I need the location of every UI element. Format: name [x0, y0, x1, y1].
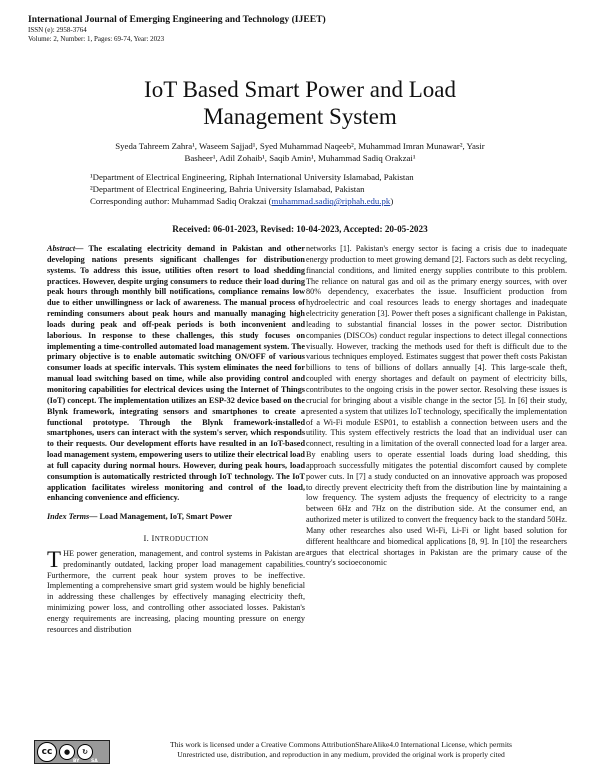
license-text: [116, 740, 566, 760]
sa-icon: ↻: [77, 744, 93, 760]
sa-label: SA: [91, 759, 98, 764]
index-terms-label: Index Terms—: [47, 512, 98, 522]
received-dates: Received: 06-01-2023, Revised: 10-04-2023, Accepted: 20-05-2023: [172, 224, 428, 234]
section-title-rest: NTRODUCTION: [154, 535, 209, 544]
journal-volume: Volume: 2, Number: 1, Pages: 69-74, Year: 2023: [28, 35, 165, 43]
right-column: [306, 244, 567, 569]
cc-icon: cc: [37, 742, 57, 762]
journal-issn: ISSN (e): 2958-3764: [28, 26, 87, 34]
corresponding-email-link[interactable]: muhammad.sadiq@riphah.edu.pk: [271, 196, 391, 206]
authors-line2: Basheer¹, Adil Zohaib¹, Saqib Amin¹, Muhammad Sadiq Orakzai¹: [184, 153, 416, 163]
intro-paragraph: [47, 546, 305, 636]
authors-line1: Syeda Tahreem Zahra¹, Waseem Sajjad¹, Syed Muhammad Naqeeb², Muhammad Imran Munawar², Yasir: [115, 141, 485, 151]
affiliation-2: ²Department of Electrical Engineering, Bahria University Islamabad, Pakistan: [90, 184, 365, 194]
license-footer: [34, 740, 564, 762]
journal-header: [28, 14, 573, 44]
cc-license-badge[interactable]: [34, 740, 110, 764]
affiliations: [90, 171, 530, 207]
by-label: BY: [73, 759, 80, 764]
abstract-label: Abstract—: [47, 244, 84, 253]
left-column: [47, 244, 305, 636]
journal-title: International Journal of Emerging Engineering and Technology (IJEET): [28, 14, 326, 25]
section-number: I.: [143, 533, 152, 544]
paper-title-line1: IoT Based Smart Power and Load: [144, 77, 456, 102]
paper-title-line2: Management System: [203, 104, 397, 129]
index-terms-text: Load Management, IoT, Smart Power: [97, 512, 233, 522]
license-line2: Unrestricted use, distribution, and reproduction in any medium, provided the original work is properly cited: [177, 750, 505, 759]
section-heading-introduction: [47, 533, 305, 545]
corresponding-close: ): [390, 196, 394, 206]
corresponding-label: Corresponding author: Muhammad Sadiq Orakzai (: [90, 196, 272, 206]
drop-cap: T: [47, 546, 62, 572]
section-title-first: I: [151, 533, 155, 544]
by-icon: ●: [59, 744, 75, 760]
abstract-text: The escalating electricity demand in Pakistan and other developing nations presents significant challenges for distribution systems. To address this issue, utilities often resort to load shedding practices. However, despite urging consumers to reduce their load during peak hours through monthly bill notifications, compliance remains low due to either unwillingness or lack of awareness. The manual process of reminding consumers about peak hours and manually managing high loads during peak and off-peak periods is both inconvenient and laborious. In response to these challenges, this study focuses on implementing a time-controlled automated load management system. The primary objective is to enable automatic switching ON/OFF of various consumer loads at specific intervals. This system eliminates the need for manual load switching based on time, while also providing control and monitoring capabilities for electrical devices using the Internet of Things (IoT) concept. The implementation utilizes an ESP-32 device based on the Blynk framework, integrating sensors and smartphones to create a functional prototype. Through the Blynk framework-installed smartphones, users can interact with the system's server, which responds to their requests. Our development efforts have resulted in an IoT-based load management system, empowering users to utilize their electrical load at full capacity during normal hours. However, during peak hours, load consumption is automatically restricted through IoT technology. The IoT application facilitates wireless monitoring and control of the load, enhancing convenience and efficiency.: [47, 244, 305, 503]
corresponding-author: [90, 195, 530, 207]
affiliation-1: ¹Department of Electrical Engineering, Riphah International University Islamabad, Pakistan: [90, 172, 414, 182]
intro-left-text: HE power generation, management, and control systems in Pakistan are predominantly outdated, lacking proper load management capabilities. Furthermore, the current peak hour system proves to be ineffective. Implementing a comprehensive smart grid system would be highly beneficial in addressing these challenges by effectively managing electricity theft, minimizing power loss, and controlling other associated losses. Pakistan's energy requirements are increasing, placing mounting pressure on energy resources and distribution: [47, 548, 305, 634]
intro-right-text: networks [1]. Pakistan's energy sector is facing a crisis due to inadequate energy production to meet growing demand [2]. Factors such as debt recycling, financial conditions, and limited energy supplies contribute to this problem. The reliance on natural gas and oil as the primary energy sources, with over 80% dependency, exacerbates the issue. Insufficient production from hydroelectric and coal resources leads to energy shortages and inadequate electricity generation [3]. Power theft poses a significant challenge in Pakistan, leading to substantial financial losses in the power sector. Distribution companies (DISCOs) conduct regular inspections to detect illegal connections visually. However, tracking the methods used for theft is difficult due to the various techniques employed. Estimates suggest that power theft costs Pakistan billions to tens of billions of dollars annually [4]. This large-scale theft, coupled with energy shortages and default on payment of electricity bills, contributes to the ongoing crisis in the power sector. Resolving these issues is crucial for bringing about a visible change in the sector [5]. In [6] their study, presented a system that utilizes IoT technology, specifically the implementation of a Wi-Fi module ESP01, to establish a connection between users and the utility. This system effectively restricts the load that an individual user can connect, resulting in a limitation of the overall connected load for a larger area. By enabling users to operate essential loads during load shedding, this approach successfully mitigates the potential discomfort caused by complete power cuts. In [7] a study conducted on an innovative approach was proposed to directly prevent electricity theft from the distribution line by maintaining a low frequency. The system adjusts the frequency of electricity to a range between 6Hz and 7Hz on the distribution side. At the consumer end, an authorized meter is utilized to convert the frequency back to the standard 50Hz. Many other researches also used Wi-Fi, Li-Fi or light based solution for different healthcare and biomedical applications [8, 9]. In [10] the researchers argues that electrical shortages in Pakistan are the primary cause of the country's socioeconomic: [306, 244, 567, 568]
paper-title: [0, 76, 600, 130]
abstract: [47, 244, 305, 504]
index-terms: [47, 512, 305, 523]
author-list: [70, 140, 530, 164]
license-line1: This work is licensed under a Creative Commons AttributionShareAlike4.0 International License, which permits: [169, 740, 513, 749]
